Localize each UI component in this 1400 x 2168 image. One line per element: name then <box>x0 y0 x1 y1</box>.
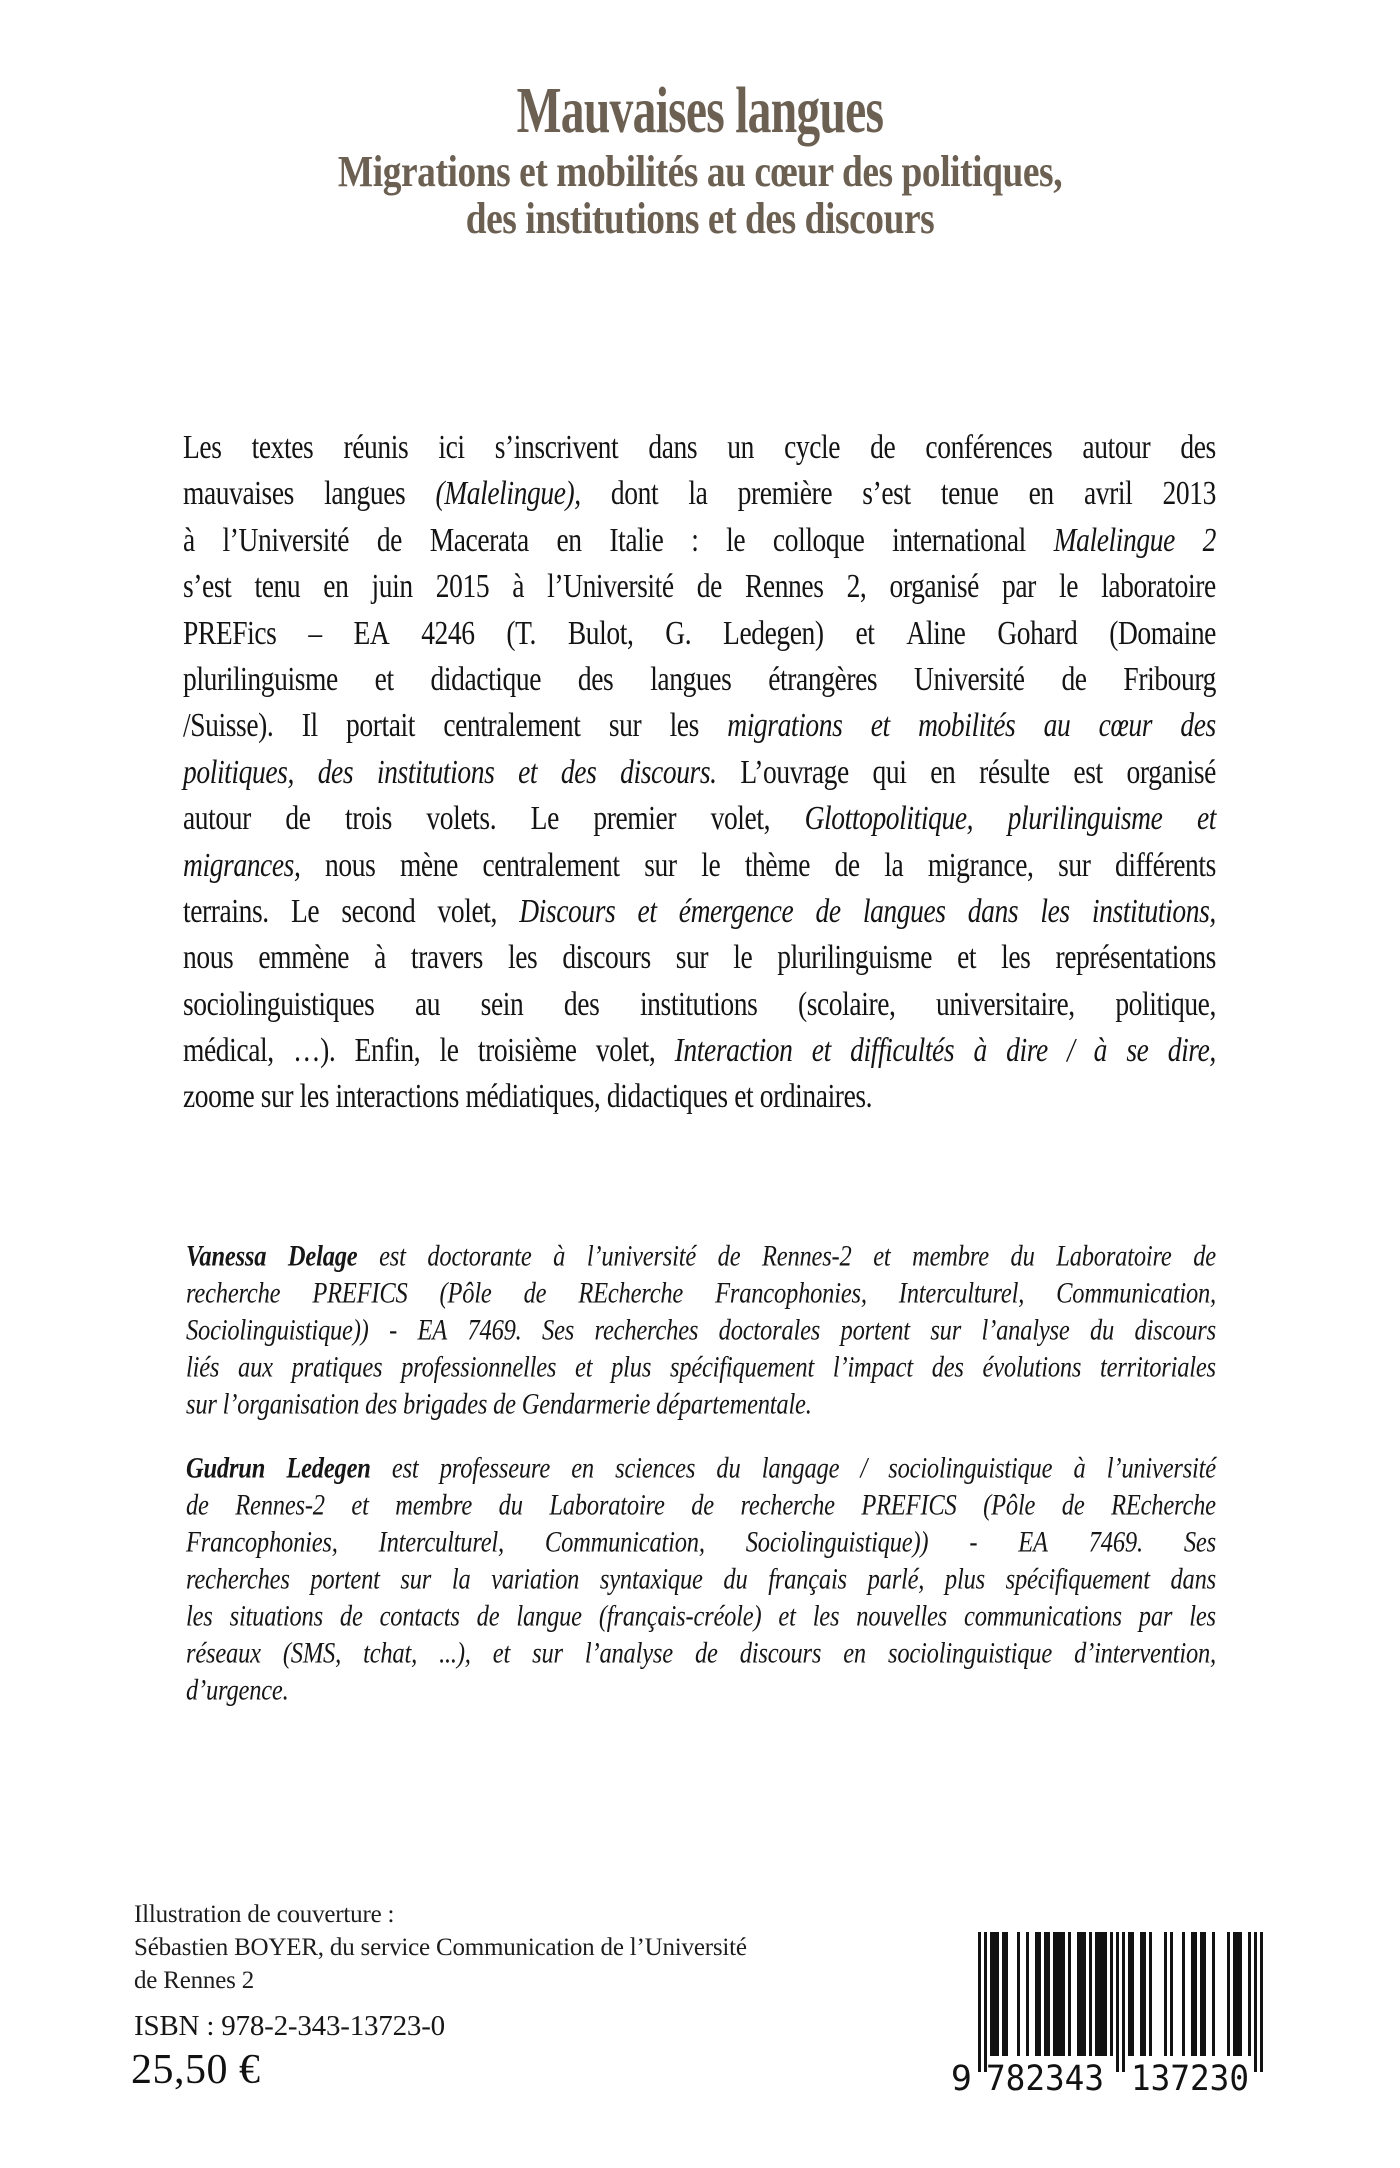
synopsis-line: sociolinguistiques au sein des institutions (scolaire, universitaire, politique, <box>183 983 1216 1023</box>
barcode-bar <box>1254 1932 1257 2072</box>
synopsis-line: mauvaises langues (Malelingue), dont la première s’est tenue en avril 2013 <box>183 473 1216 512</box>
barcode-bar <box>1083 1932 1086 2056</box>
synopsis-line: zoome sur les interactions médiatiques, didactiques et ordinaires. <box>183 1076 873 1116</box>
credit-line-2: Sébastien BOYER, du service Communication de l’Université <box>134 1934 747 1961</box>
book-subtitle <box>105 148 1295 242</box>
barcode-bar <box>1095 1932 1098 2056</box>
barcode-bar <box>978 1932 981 2072</box>
synopsis-line: nous emmène à travers les discours sur le plurilinguisme et les représentations <box>183 937 1216 976</box>
barcode-bar <box>1212 1932 1215 2056</box>
barcode-bar <box>1059 1932 1062 2056</box>
author-bio-vanessa-delage <box>186 1238 1216 1423</box>
bio2-line: Francophonies, Interculturel, Communication, Sociolinguistique)) - EA 7469. Ses <box>186 1526 1216 1559</box>
barcode-bar <box>1227 1932 1230 2056</box>
barcode-bar <box>1182 1932 1185 2056</box>
barcode-bar <box>1080 1932 1083 2056</box>
cover-illustration-credit <box>134 1898 747 1997</box>
bio1-line: Vanessa Delage est doctorante à l’université de Rennes-2 et membre du Laboratoire de <box>186 1240 1216 1273</box>
barcode-bar <box>1110 1932 1113 2056</box>
bio2-line: d’urgence. <box>186 1674 289 1707</box>
barcode-bar <box>1002 1932 1005 2056</box>
synopsis-line: autour de trois volets. Le premier volet, Glottopolitique, plurilinguisme et <box>183 798 1216 837</box>
credit-line-1: Illustration de couverture : <box>134 1901 395 1928</box>
barcode-bar <box>1047 1932 1050 2056</box>
barcode-bar <box>1038 1932 1041 2056</box>
synopsis-line: migrances, nous mène centralement sur le thème de la migrance, sur différents <box>183 844 1216 884</box>
barcode-bar <box>1128 1932 1131 2056</box>
barcode-bar <box>1005 1932 1008 2056</box>
barcode-bar <box>1053 1932 1056 2056</box>
synopsis-line: /Suisse). Il portait centralement sur les migrations et mobilités au cœur des <box>183 705 1216 744</box>
bio1-line: sur l’organisation des brigades de Gendarmerie départementale. <box>186 1388 812 1421</box>
synopsis-line: politiques, des institutions et des discours. L’ouvrage qui en résulte est organisé <box>183 751 1216 791</box>
credit-line-3: de Rennes 2 <box>134 1967 254 1994</box>
bio1-line: liés aux pratiques professionnelles et plus spécifiquement l’impact des évolutions territoriales <box>186 1351 1216 1384</box>
bio2-line: les situations de contacts de langue (français-créole) et les nouvelles communications par les <box>186 1600 1216 1633</box>
barcode-bar <box>996 1932 999 2056</box>
barcode-bar <box>1200 1932 1203 2056</box>
barcode-bar <box>1203 1932 1206 2056</box>
barcode-bar <box>1056 1932 1059 2056</box>
barcode-bar <box>1236 1932 1239 2056</box>
barcode-bar <box>1089 1932 1092 2056</box>
barcode-bar <box>1122 1932 1125 2072</box>
barcode-bar <box>1248 1932 1251 2056</box>
book-title: Mauvaises langues <box>516 74 884 147</box>
barcode-bar <box>1062 1932 1065 2056</box>
barcode-digits: 9 <box>950 2059 972 2096</box>
barcode-bar <box>1068 1932 1071 2056</box>
isbn-label: ISBN : 978-2-343-13723-0 <box>134 2010 445 2042</box>
barcode-bar <box>1194 1932 1197 2056</box>
price-label: 25,50 € <box>131 2047 261 2093</box>
bio2-line: Gudrun Ledegen est professeure en sciences du langage / sociolinguistique à l’université <box>186 1452 1216 1485</box>
synopsis-line: PREFics – EA 4246 (T. Bulot, G. Ledegen) et Aline Gohard (Domaine <box>183 612 1216 652</box>
synopsis-line: Les textes réunis ici s’inscrivent dans un cycle de conférences autour des <box>183 427 1216 466</box>
synopsis-line: à l’Université de Macerata en Italie : le colloque international Malelingue 2 <box>183 519 1216 559</box>
bio1-line: recherche PREFICS (Pôle de REcherche Francophonies, Interculturel, Communication, <box>186 1277 1216 1310</box>
barcode-bar <box>1170 1932 1173 2056</box>
author-bio-gudrun-ledegen <box>186 1450 1216 1709</box>
barcode-bar <box>1077 1932 1080 2056</box>
barcode-bar <box>984 1932 987 2072</box>
barcode-digits: 782343 <box>986 2059 1104 2096</box>
bio2-line: recherches portent sur la variation syntaxique du français parlé, plus spécifiquement dans <box>186 1563 1216 1596</box>
barcode-digits: 137230 <box>1131 2059 1249 2096</box>
barcode-bar <box>1017 1932 1020 2056</box>
book-subtitle-line-1: Migrations et mobilités au cœur des politiques, <box>337 147 1063 196</box>
barcode-bar <box>1191 1932 1194 2056</box>
barcode-bar <box>1164 1932 1167 2056</box>
synopsis-line: s’est tenu en juin 2015 à l’Université de Rennes 2, organisé par le laboratoire <box>183 566 1216 605</box>
barcode-bar <box>1233 1932 1236 2056</box>
ean13-barcode <box>944 1932 1274 2096</box>
barcode-bar <box>1131 1932 1134 2056</box>
barcode-bar <box>1098 1932 1101 2056</box>
book-subtitle-line-2: des institutions et des discours <box>465 194 935 243</box>
barcode-bar <box>1140 1932 1143 2056</box>
barcode-bar <box>1044 1932 1047 2056</box>
synopsis-line: terrains. Le second volet, Discours et émergence de langues dans les institutions, <box>183 891 1216 930</box>
barcode-bar <box>1035 1932 1038 2056</box>
barcode-bar <box>993 1932 996 2056</box>
bio1-line: Sociolinguistique)) - EA 7469. Ses recherches doctorales portent sur l’analyse du discours <box>186 1314 1216 1347</box>
barcode-bar <box>1239 1932 1242 2056</box>
synopsis-line: médical, …). Enfin, le troisième volet, Interaction et difficultés à dire / à se dire, <box>183 1030 1216 1069</box>
barcode-bar <box>1143 1932 1146 2056</box>
barcode-bar <box>990 1932 993 2056</box>
barcode-bar <box>1260 1932 1263 2072</box>
barcode-bar <box>1026 1932 1029 2056</box>
synopsis-line: plurilinguisme et didactique des langues étrangères Université de Fribourg <box>183 659 1216 698</box>
barcode-bar <box>1104 1932 1107 2056</box>
bio2-line: de Rennes-2 et membre du Laboratoire de recherche PREFICS (Pôle de REcherche <box>186 1489 1216 1522</box>
bio2-line: réseaux (SMS, tchat, ...), et sur l’analyse de discours en sociolinguistique d’intervention, <box>186 1637 1216 1670</box>
barcode-svg <box>944 1932 1274 2096</box>
synopsis <box>183 424 1216 1120</box>
barcode-bar <box>1116 1932 1119 2072</box>
barcode-bar <box>1101 1932 1104 2056</box>
barcode-bar <box>1149 1932 1152 2056</box>
